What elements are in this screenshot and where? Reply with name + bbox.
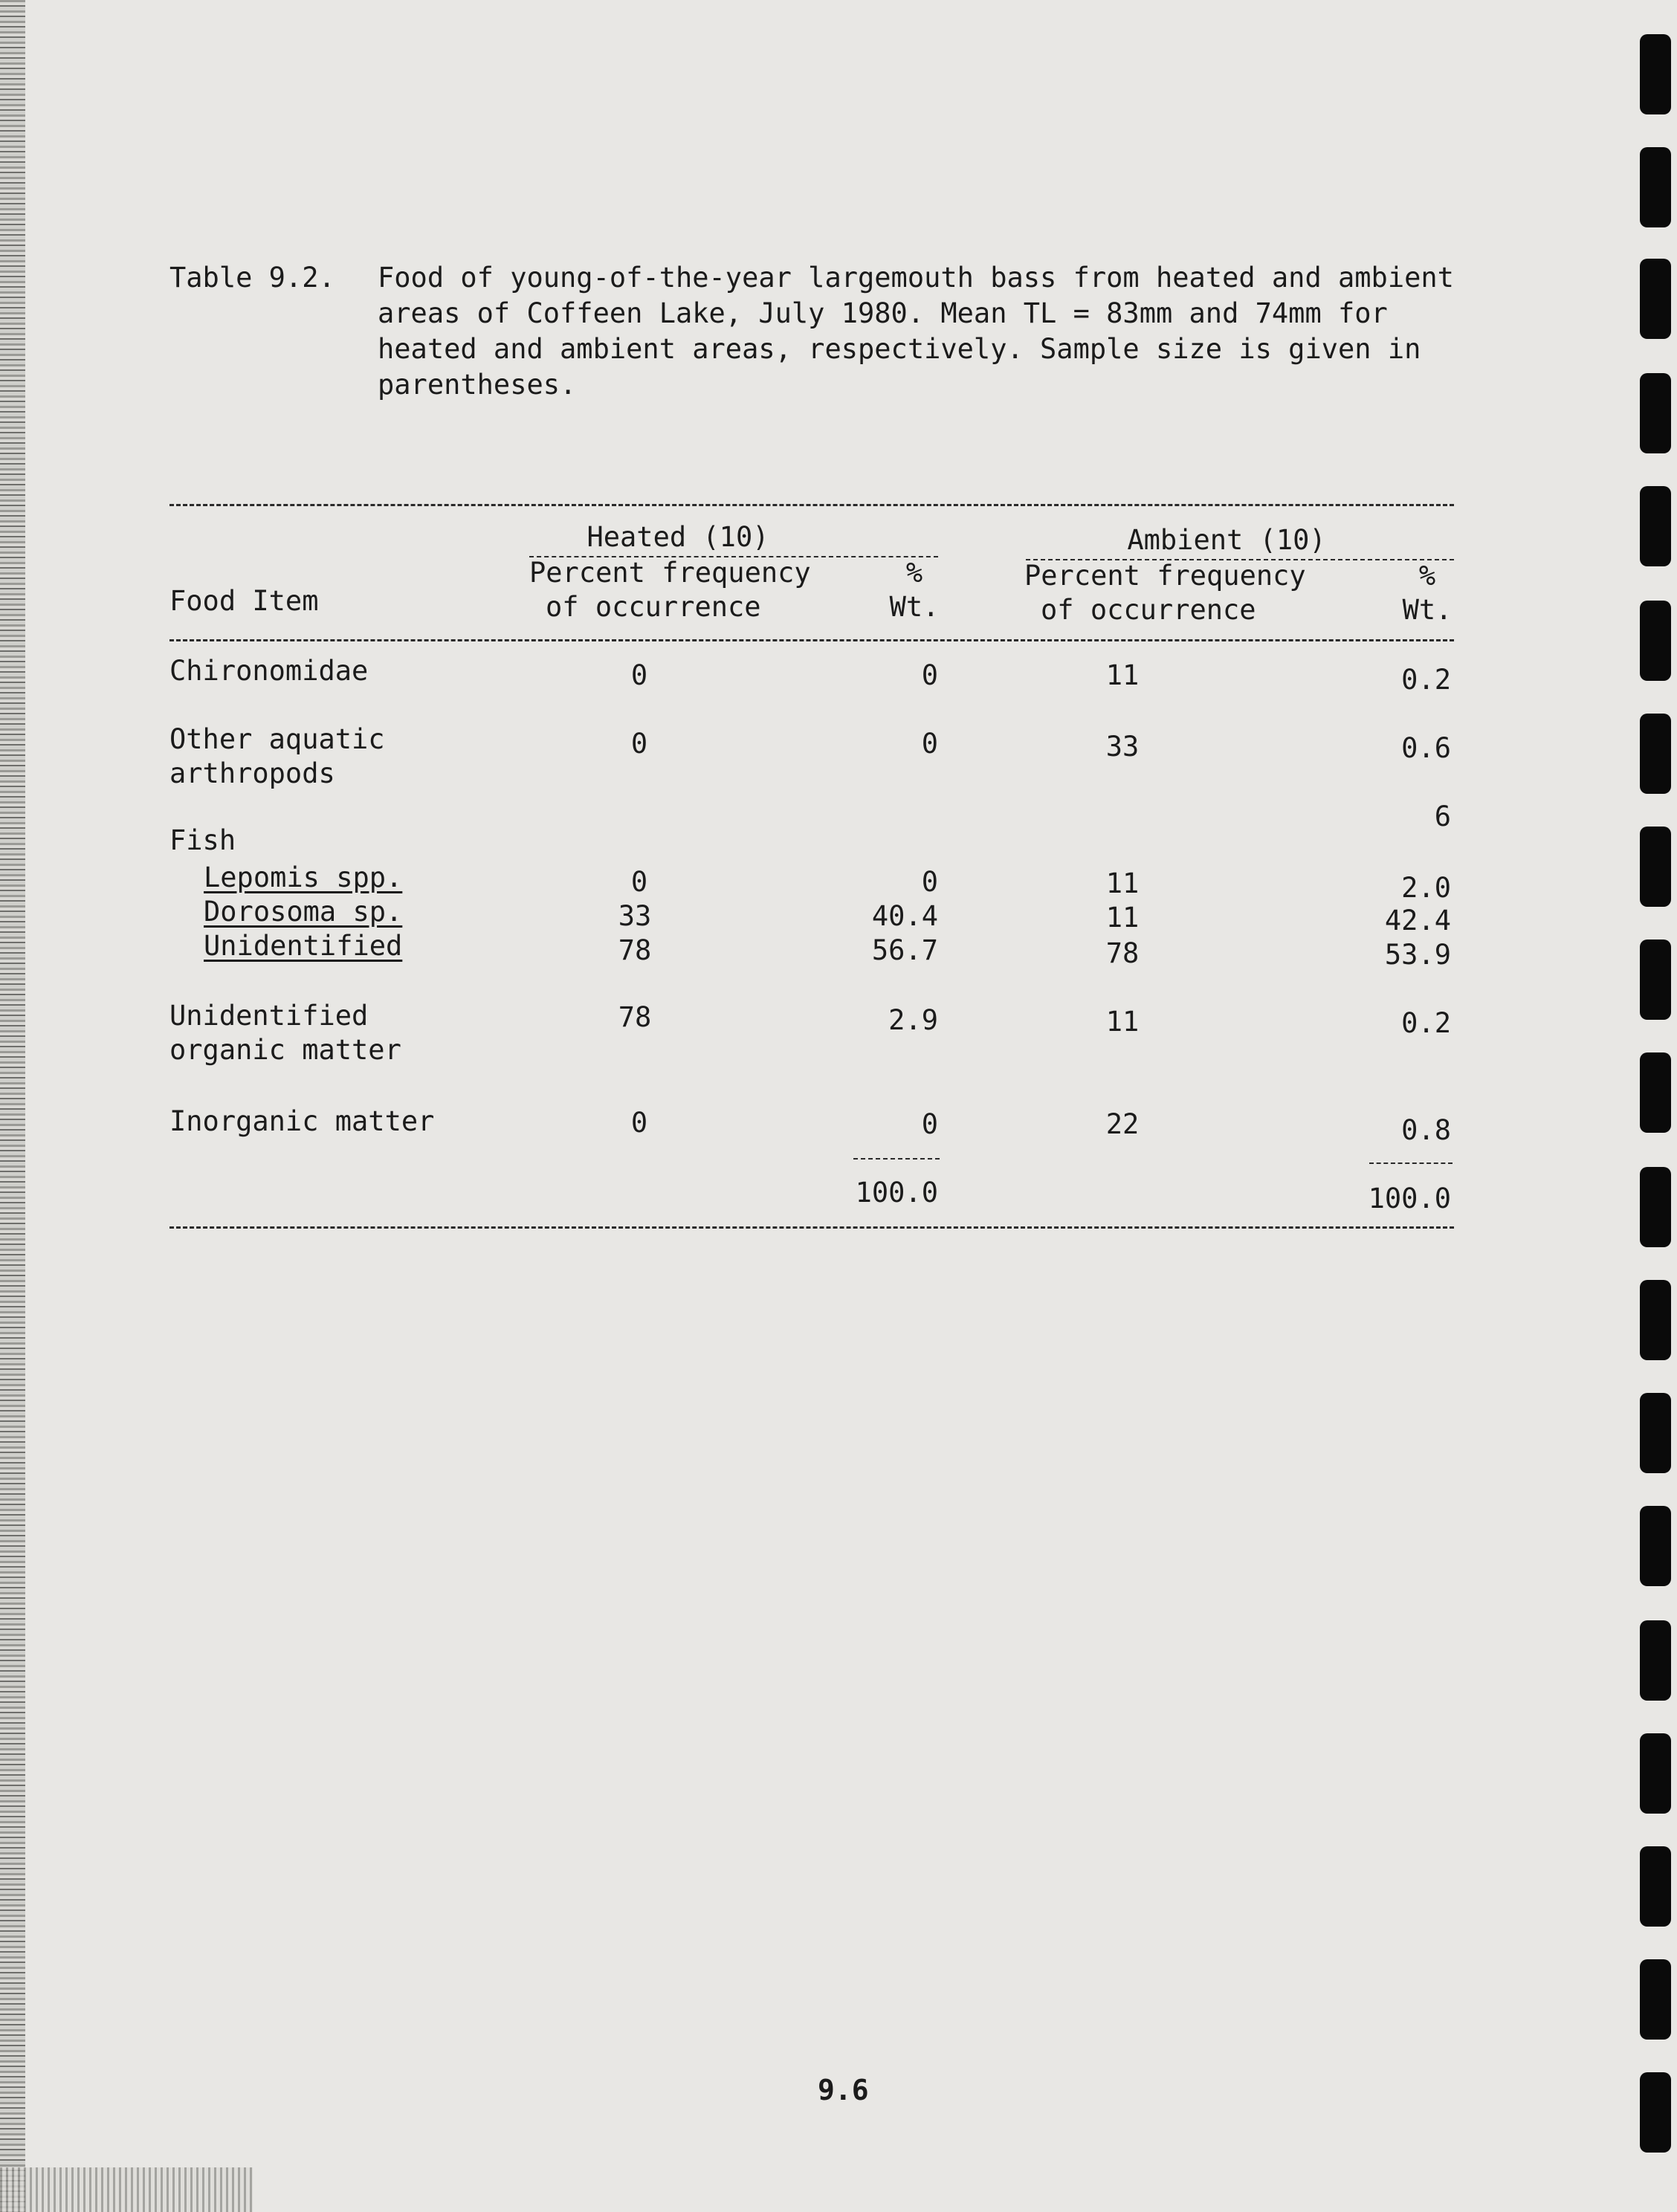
row-label: Chironomidae (169, 655, 369, 687)
heated-freq-cell: 0 (630, 1107, 648, 1139)
ambient-freq-header-1: Percent frequency (1024, 560, 1306, 592)
ambient-wt-cell: 0.8 (1401, 1114, 1451, 1146)
heated-freq-cell: 78 (618, 1001, 652, 1033)
row-label: Fish (169, 824, 236, 856)
binding-hole (1640, 714, 1671, 794)
ambient-freq-cell: 11 (1105, 867, 1140, 899)
binding-hole (1640, 1620, 1671, 1701)
heated-wt-cell: 2.9 (888, 1004, 938, 1036)
binding-hole (1640, 1959, 1671, 2040)
binding-hole (1640, 373, 1671, 453)
col-header-food-item: Food Item (169, 585, 319, 617)
heated-wt-cell: 0 (921, 659, 938, 691)
ambient-wt-cell: 0.2 (1401, 664, 1451, 696)
ambient-group-header: Ambient (10) (1127, 524, 1326, 556)
heated-freq-header-2: of occurrence (546, 591, 761, 623)
table-caption (169, 260, 1454, 401)
binding-hole (1640, 1846, 1671, 1927)
table-header-rule (169, 639, 1454, 641)
binding-hole (1640, 2072, 1671, 2153)
heated-freq-cell: 0 (630, 728, 648, 760)
binding-hole (1640, 827, 1671, 907)
heated-wt-cell: 56.7 (871, 934, 938, 966)
heated-freq-cell: 0 (630, 866, 648, 898)
binding-hole (1640, 1280, 1671, 1360)
row-label: Unidentified (204, 930, 403, 962)
ambient-wt-header-1: % (1418, 560, 1436, 592)
ambient-wt-header-2: Wt. (1402, 594, 1453, 626)
table-bottom-rule (169, 1226, 1454, 1229)
page-edge-scan (0, 0, 25, 2212)
heated-wt-header-1: % (905, 557, 923, 589)
ambient-wt-cell: 53.9 (1384, 939, 1451, 971)
ambient-freq-cell: 11 (1105, 1006, 1140, 1038)
ambient-freq-header-2: of occurrence (1041, 594, 1256, 626)
binding-hole (1640, 1052, 1671, 1133)
row-label-line1: Other aquatic (169, 723, 385, 755)
ambient-total-rule (1369, 1162, 1453, 1164)
binding-hole (1640, 1506, 1671, 1586)
binding-hole (1640, 34, 1671, 114)
heated-wt-header-2: Wt. (889, 591, 940, 623)
row-label: Inorganic matter (169, 1105, 435, 1137)
ambient-freq-cell: 11 (1105, 902, 1140, 934)
ambient-freq-cell: 78 (1105, 937, 1140, 969)
heated-total-rule (853, 1158, 940, 1160)
table-top-rule (169, 504, 1454, 506)
heated-freq-header-1: Percent frequency (529, 557, 811, 589)
row-label-line2: arthropods (169, 757, 335, 789)
binding-hole (1640, 486, 1671, 566)
heated-freq-cell: 33 (618, 900, 652, 932)
heated-wt-cell: 0 (921, 1108, 938, 1140)
binding-hole (1640, 147, 1671, 227)
binding-hole (1640, 601, 1671, 681)
binding-holes (1640, 34, 1671, 2205)
ambient-wt-cell: 0.6 (1401, 732, 1451, 764)
row-label: Dorosoma sp. (204, 896, 403, 928)
ambient-wt-cell: 0.2 (1401, 1007, 1451, 1039)
heated-wt-total: 100.0 (855, 1177, 938, 1209)
heated-freq-cell: 78 (618, 934, 652, 966)
ambient-freq-cell: 33 (1105, 731, 1140, 763)
ambient-wt-cell: 42.4 (1384, 905, 1451, 937)
heated-wt-cell: 40.4 (871, 900, 938, 932)
binding-hole (1640, 259, 1671, 339)
row-label: Lepomis spp. (204, 861, 403, 893)
heated-freq-cell: 0 (630, 659, 648, 691)
page-bottom-scan (0, 2167, 253, 2212)
ambient-wt-cell: 6 (1434, 801, 1451, 832)
table-caption-text: Food of young-of-the-year largemouth bass from heated and ambient areas of Coffeen Lake, July 1980. Mean TL = 83mm and 74mm for heated and ambient areas, respectively. Sample size is given in parentheses. (378, 262, 1454, 401)
ambient-wt-cell: 2.0 (1401, 872, 1451, 904)
row-label-line2: organic matter (169, 1034, 401, 1066)
heated-group-header: Heated (10) (587, 521, 769, 553)
table-caption-label: Table 9.2. (169, 262, 335, 294)
heated-wt-cell: 0 (921, 866, 938, 898)
ambient-wt-total: 100.0 (1368, 1183, 1451, 1215)
heated-wt-cell: 0 (921, 728, 938, 760)
binding-hole (1640, 1393, 1671, 1473)
binding-hole (1640, 1167, 1671, 1247)
binding-hole (1640, 1733, 1671, 1814)
ambient-freq-cell: 22 (1105, 1108, 1140, 1140)
ambient-freq-cell: 11 (1105, 659, 1140, 691)
page-number: 9.6 (818, 2074, 869, 2106)
row-label-line1: Unidentified (169, 1000, 369, 1032)
binding-hole (1640, 940, 1671, 1020)
